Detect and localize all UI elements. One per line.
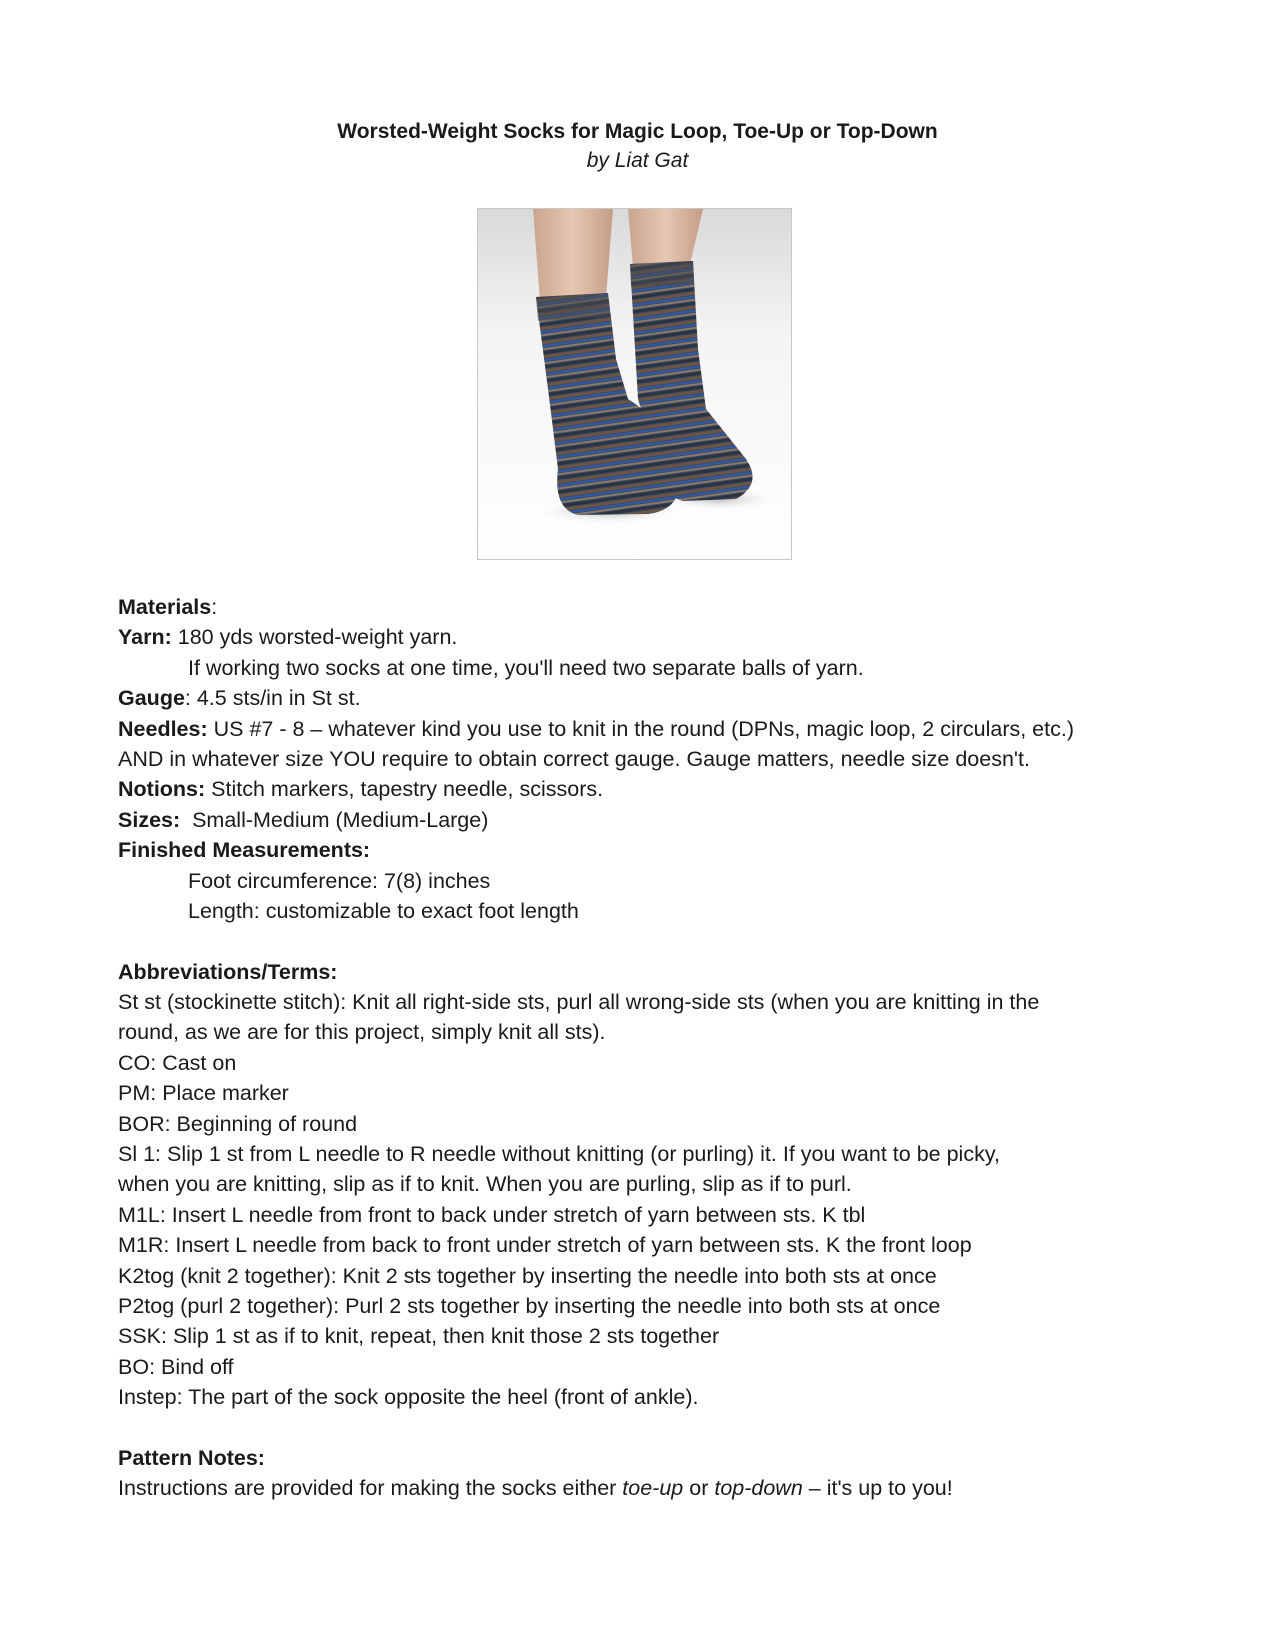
abbreviation-line: BO: Bind off xyxy=(118,1354,234,1379)
socks-illustration-icon xyxy=(478,209,792,560)
abbreviation-line: K2tog (knit 2 together): Knit 2 sts together by inserting the needle into both sts at once xyxy=(118,1263,937,1288)
finished-measurements-heading: Finished Measurements: xyxy=(118,838,371,863)
yarn-label: Yarn: xyxy=(118,625,172,650)
gauge-line: Gauge: 4.5 sts/in in St st. xyxy=(118,686,361,711)
abbreviation-line: CO: Cast on xyxy=(118,1050,237,1075)
abbreviation-line: St st (stockinette stitch): Knit all right-side sts, purl all wrong-side sts (when you are knitting in the xyxy=(118,990,1040,1015)
needles-line: Needles: US #7 - 8 – whatever kind you use to knit in the round (DPNs, magic loop, 2 circulars, etc.) xyxy=(118,716,1074,741)
pattern-notes-text: Instructions are provided for making the socks either toe-up or top-down – it's up to you! xyxy=(118,1476,953,1501)
abbreviations-heading: Abbreviations/Terms: xyxy=(118,959,338,984)
foot-circumference: Foot circumference: 7(8) inches xyxy=(188,868,491,893)
needles-label: Needles: xyxy=(118,716,208,741)
author-byline: by Liat Gat xyxy=(586,149,689,172)
materials-heading: Materials xyxy=(118,595,212,619)
gauge-label: Gauge xyxy=(118,686,185,711)
abbreviation-line: when you are knitting, slip as if to knit. When you are purling, slip as if to purl. xyxy=(118,1172,852,1197)
page-title: Worsted-Weight Socks for Magic Loop, Toe-Up or Top-Down xyxy=(337,120,938,143)
sizes-line: Sizes: Small-Medium (Medium-Large) xyxy=(118,807,489,832)
yarn-note: If working two socks at one time, you'll need two separate balls of yarn. xyxy=(188,655,864,680)
pattern-body xyxy=(118,592,1178,1504)
abbreviation-line: M1R: Insert L needle from back to front under stretch of yarn between sts. K the front loop xyxy=(118,1233,972,1258)
abbreviation-line: PM: Place marker xyxy=(118,1081,289,1106)
abbreviation-line: round, as we are for this project, simply knit all sts). xyxy=(118,1020,606,1045)
abbreviations-list xyxy=(118,987,1178,1412)
needles-line-2: AND in whatever size YOU require to obtain correct gauge. Gauge matters, needle size doesn't. xyxy=(118,746,1030,771)
notions-line: Notions: Stitch markers, tapestry needle, scissors. xyxy=(118,777,604,802)
abbreviation-line: Instep: The part of the sock opposite the heel (front of ankle). xyxy=(118,1385,699,1410)
sizes-label: Sizes: xyxy=(118,807,181,832)
knitted-socks-photo xyxy=(477,208,792,560)
length-line: Length: customizable to exact foot length xyxy=(188,898,579,923)
abbreviation-line: Sl 1: Slip 1 st from L needle to R needle without knitting (or purling) it. If you want to be picky, xyxy=(118,1142,1000,1167)
abbreviation-line: BOR: Beginning of round xyxy=(118,1111,358,1136)
abbreviation-line: M1L: Insert L needle from front to back under stretch of yarn between sts. K tbl xyxy=(118,1202,866,1227)
yarn-line: Yarn: 180 yds worsted-weight yarn. xyxy=(118,625,458,650)
notions-label: Notions: xyxy=(118,777,206,802)
pattern-notes-heading: Pattern Notes: xyxy=(118,1445,265,1470)
abbreviation-line: SSK: Slip 1 st as if to knit, repeat, then knit those 2 sts together xyxy=(118,1324,720,1349)
materials-heading-line: Materials: xyxy=(118,595,218,619)
abbreviation-line: P2tog (purl 2 together): Purl 2 sts together by inserting the needle into both sts at once xyxy=(118,1293,941,1318)
